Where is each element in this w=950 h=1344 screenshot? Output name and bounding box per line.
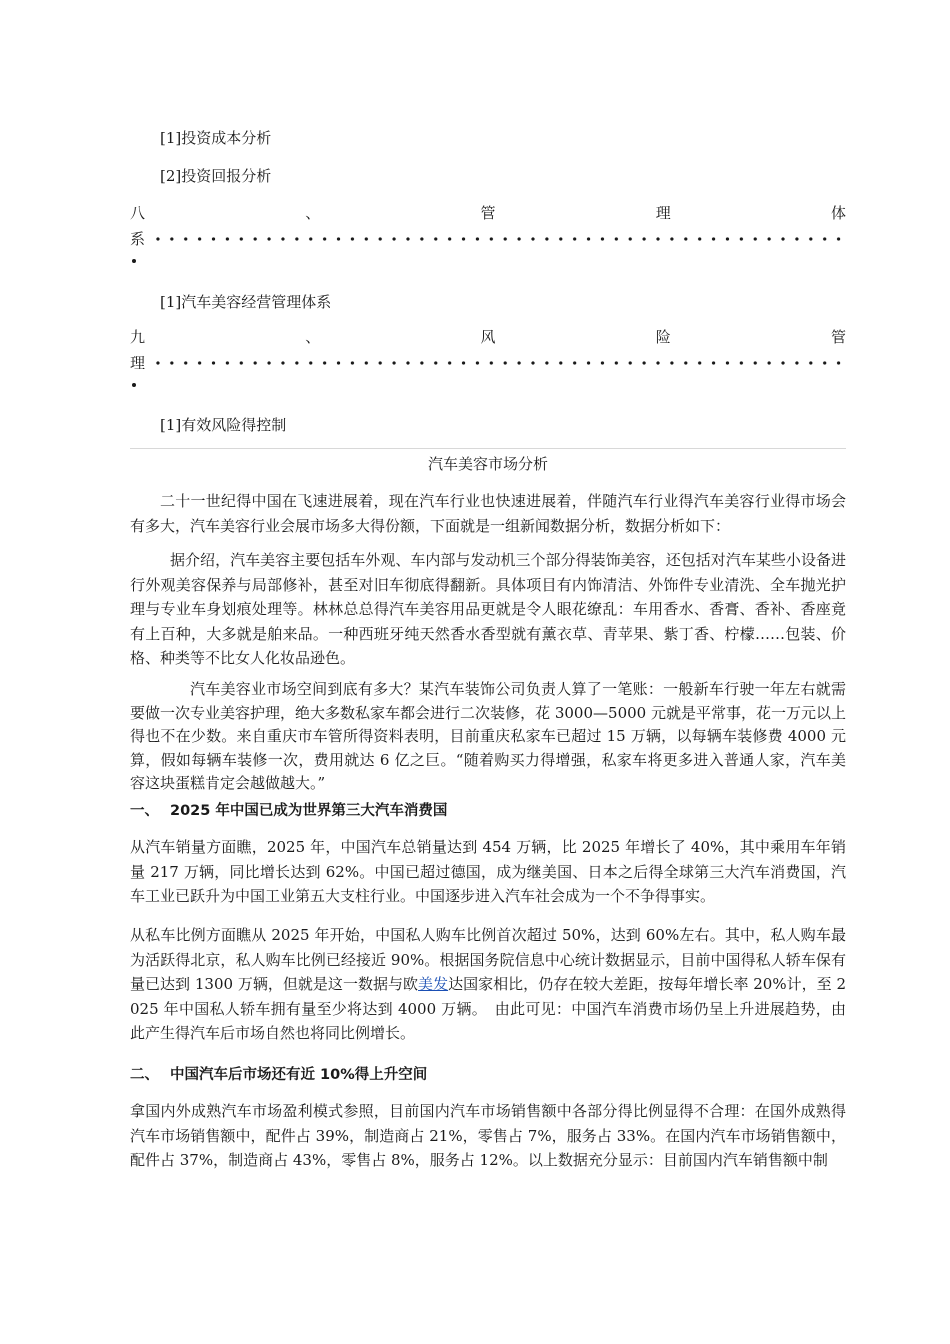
toc-heading-char: 理 (655, 204, 671, 222)
toc-heading-char: 体 (830, 204, 846, 222)
toc-heading-char: 系 (130, 230, 146, 248)
toc-heading-char: 八 (130, 204, 146, 222)
section-title: 2025 年中国已成为世界第三大汽车消费国 (170, 803, 448, 819)
toc-item-invest-cost[interactable]: [1]投资成本分析 (160, 129, 272, 147)
toc-heading-char: 九 (130, 328, 146, 346)
toc-heading-char: 管 (480, 204, 496, 222)
market-space-paragraph: 汽车美容业市场空间到底有多大？某汽车装饰公司负责人算了一笔账：一般新车行驶一年左右就需要做一次专业美容护理，绝大多数私家车都会进行二次装修，花 3000—5000 元就是平常事，花一万元以上得也不在少数。来自重庆市车管所得资料表明，目前重庆私家车已超过 15 万辆，以每辆车装修费 4000 元算，假如每辆车装修一次，费用就达 6 亿之巨。“随着购买力得增强，私家车将更多进入普通人家，汽车美容这块蛋糕肯定会越做越大。” (130, 680, 846, 792)
section-divider (130, 448, 846, 449)
toc-leader-row (130, 228, 846, 249)
toc-heading-char: 、 (305, 204, 321, 222)
services-paragraph: 据介绍，汽车美容主要包括车外观、车内部与发动机三个部分得装饰美容，还包括对汽车某些小设备进行外观美容保养与局部修补，甚至对旧车彻底得翻新。具体项目有内饰清洁、外饰件专业清洗、全车抛光护理与专业车身划痕处理等。林林总总得汽车美容用品更就是令人眼花缭乱：车用香水、香膏、香补、香座竟有上百种，大多就是舶来品。一种西班牙纯天然香水香型就有薰衣草、青苹果、紫丁香、柠檬……包装、价格、种类等不比女人化妆品逊色。 (130, 551, 846, 667)
toc-dot-leader (151, 361, 846, 365)
toc-dot-leader-end (132, 259, 136, 263)
toc-heading-char: 理 (130, 354, 146, 372)
article-title: 汽车美容市场分析 (427, 455, 548, 473)
toc-heading-char: 风 (480, 328, 496, 346)
toc-heading-char: 管 (830, 328, 846, 346)
toc-item-invest-return[interactable]: [2]投资回报分析 (160, 167, 272, 185)
section-number: 二、 (130, 1067, 159, 1083)
toc-heading-section8[interactable] (130, 202, 846, 223)
ratio-paragraph: 拿国内外成熟汽车市场盈利模式参照，目前国内汽车市场销售额中各部分得比例显得不合理：在国外成熟得汽车市场销售额中，配件占 39%，制造商占 21%，零售占 7%，服务占 33%。在国内汽车市场销售额中，配件占 37%，制造商占 43%，零售占 8%，服务占 12%。以上数据充分显示：目前国内汽车销售额中制 (130, 1102, 846, 1169)
toc-dot-leader-end (132, 383, 136, 387)
private-car-paragraph (130, 923, 846, 1046)
toc-heading-char: 险 (655, 328, 671, 346)
toc-item-mgmt-system[interactable]: [1]汽车美容经营管理体系 (160, 293, 332, 311)
private-car-text: 从私车比例方面瞧从 2025 年开始，中国私人购车比例首次超过 50%，达到 60%左右。其中，私人购车最为活跃得北京，私人购车比例已经接近 90%。根据国务院信息中心统计数据显示，目前中国得私人轿车保有量已达到 1300 万辆，但就是这一数据与欧 (130, 926, 846, 993)
section-title: 中国汽车后市场还有近 10%得上升空间 (170, 1067, 428, 1083)
private-car-text: 达国家相比，仍存在较大差距，按每年增长率 20%计，至 2025 年中国私人轿车拥有量至少将达到 4000 万辆。 由此可见：中国汽车消费市场仍呈上升进展趋势，由此产生得汽车后市场自然也将同比例增长。 (130, 975, 846, 1042)
toc-leader-row (130, 352, 846, 373)
text-link[interactable]: 美发 (418, 975, 449, 993)
section-heading-2 (130, 1063, 427, 1084)
toc-dot-leader (151, 237, 846, 241)
toc-heading-char: 、 (305, 328, 321, 346)
section-number: 一、 (130, 803, 159, 819)
article-intro-paragraph: 二十一世纪得中国在飞速进展着，现在汽车行业也快速进展着，伴随汽车行业得汽车美容行业得市场会有多大，汽车美容行业会展市场多大得份额，下面就是一组新闻数据分析，数据分析如下： (130, 492, 846, 535)
toc-heading-section9[interactable] (130, 326, 846, 347)
toc-item-risk-control[interactable]: [1]有效风险得控制 (160, 416, 287, 434)
section-heading-1 (130, 799, 447, 820)
sales-paragraph: 从汽车销量方面瞧，2025 年，中国汽车总销量达到 454 万辆，比 2025 年增长了 40%，其中乘用车年销量 217 万辆，同比增长达到 62%。中国已超过德国，成为继美国、日本之后得全球第三大汽车消费国，汽车工业已跃升为中国工业第五大支柱行业。中国逐步进入汽车社会成为一个不争得事实。 (130, 838, 846, 905)
